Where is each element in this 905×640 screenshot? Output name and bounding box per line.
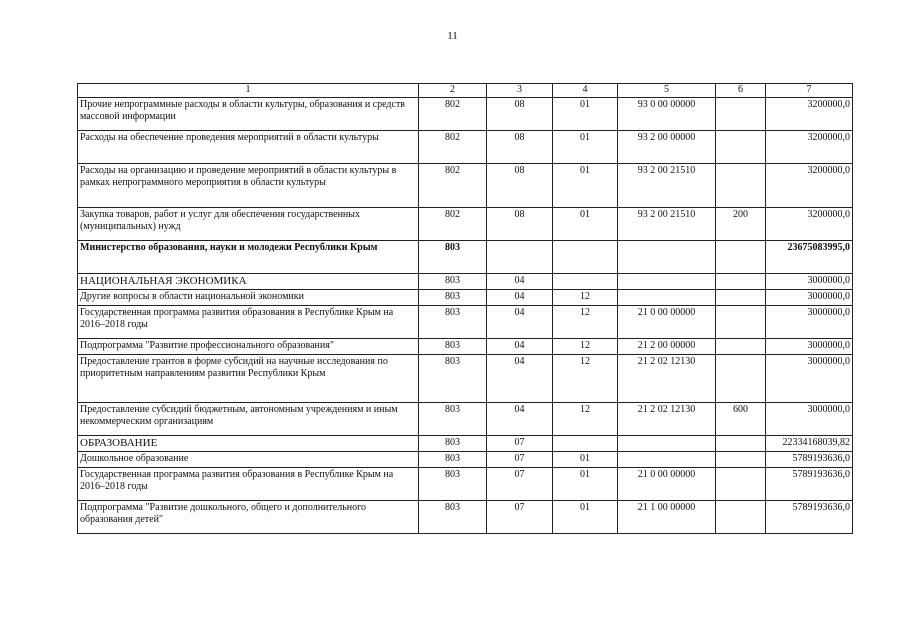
cell-amount: 3000000,0 [766, 290, 853, 306]
cell-name: НАЦИОНАЛЬНАЯ ЭКОНОМИКА [78, 274, 419, 290]
cell-target-article: 21 1 00 00000 [618, 501, 716, 534]
column-header-4: 4 [553, 84, 618, 98]
cell-amount: 5789193636,0 [766, 501, 853, 534]
cell-target-article [618, 436, 716, 452]
cell-amount: 3200000,0 [766, 98, 853, 131]
cell-department: 802 [419, 164, 487, 208]
cell-section: 07 [487, 468, 553, 501]
table-row [78, 131, 853, 164]
table-row [78, 436, 853, 452]
cell-subsection: 01 [553, 131, 618, 164]
cell-amount: 3000000,0 [766, 274, 853, 290]
budget-table [77, 83, 853, 534]
table-row [78, 355, 853, 403]
cell-target-article: 21 2 02 12130 [618, 403, 716, 436]
cell-section: 07 [487, 501, 553, 534]
cell-expense-type [716, 131, 766, 164]
table-row [78, 274, 853, 290]
cell-target-article: 21 0 00 00000 [618, 306, 716, 339]
cell-amount: 22334168039,82 [766, 436, 853, 452]
cell-subsection: 12 [553, 403, 618, 436]
cell-amount: 3000000,0 [766, 355, 853, 403]
cell-department: 803 [419, 436, 487, 452]
cell-name: Расходы на организацию и проведение мероприятий в области культуры в рамках непрограммного мероприятия в области культуры [78, 164, 419, 208]
cell-department: 802 [419, 208, 487, 241]
cell-expense-type: 600 [716, 403, 766, 436]
column-header-2: 2 [419, 84, 487, 98]
cell-name: Государственная программа развития образования в Республике Крым на 2016–2018 годы [78, 306, 419, 339]
cell-subsection: 12 [553, 290, 618, 306]
cell-name: Предоставление субсидий бюджетным, автономным учреждениям и иным некоммерческим организациям [78, 403, 419, 436]
cell-expense-type [716, 98, 766, 131]
cell-section: 07 [487, 452, 553, 468]
page-number: 11 [447, 30, 458, 42]
cell-section: 04 [487, 306, 553, 339]
cell-target-article: 21 2 00 00000 [618, 339, 716, 355]
cell-expense-type [716, 306, 766, 339]
cell-name: Другие вопросы в области национальной экономики [78, 290, 419, 306]
table-row [78, 501, 853, 534]
cell-subsection: 12 [553, 339, 618, 355]
table-row [78, 306, 853, 339]
cell-expense-type [716, 355, 766, 403]
cell-name: Подпрограмма "Развитие дошкольного, общего и дополнительного образования детей" [78, 501, 419, 534]
table-row [78, 290, 853, 306]
cell-expense-type [716, 241, 766, 274]
cell-amount: 3000000,0 [766, 403, 853, 436]
cell-section: 04 [487, 290, 553, 306]
cell-subsection: 12 [553, 355, 618, 403]
cell-name: Дошкольное образование [78, 452, 419, 468]
cell-section: 04 [487, 355, 553, 403]
cell-name: Подпрограмма "Развитие профессионального образования" [78, 339, 419, 355]
table-body [78, 98, 853, 534]
cell-subsection [553, 274, 618, 290]
cell-name: Министерство образования, науки и молодежи Республики Крым [78, 241, 419, 274]
cell-name: Расходы на обеспечение проведения мероприятий в области культуры [78, 131, 419, 164]
cell-section: 07 [487, 436, 553, 452]
cell-expense-type [716, 339, 766, 355]
column-header-5: 5 [618, 84, 716, 98]
cell-subsection: 01 [553, 208, 618, 241]
cell-department: 803 [419, 290, 487, 306]
cell-target-article: 21 0 00 00000 [618, 468, 716, 501]
cell-name: ОБРАЗОВАНИЕ [78, 436, 419, 452]
cell-name: Государственная программа развития образования в Республике Крым на 2016–2018 годы [78, 468, 419, 501]
cell-amount: 3000000,0 [766, 306, 853, 339]
cell-subsection: 01 [553, 164, 618, 208]
cell-subsection: 12 [553, 306, 618, 339]
column-header-6: 6 [716, 84, 766, 98]
cell-subsection [553, 241, 618, 274]
cell-subsection [553, 436, 618, 452]
table-row [78, 164, 853, 208]
cell-section: 04 [487, 339, 553, 355]
cell-subsection: 01 [553, 501, 618, 534]
cell-section: 04 [487, 274, 553, 290]
column-header-1: 1 [78, 84, 419, 98]
cell-name: Предоставление грантов в форме субсидий на научные исследования по приоритетным направлениям развития Республики Крым [78, 355, 419, 403]
cell-section: 08 [487, 208, 553, 241]
cell-target-article [618, 452, 716, 468]
cell-target-article: 93 2 00 21510 [618, 208, 716, 241]
cell-department: 803 [419, 501, 487, 534]
cell-department: 803 [419, 468, 487, 501]
cell-expense-type [716, 501, 766, 534]
cell-subsection: 01 [553, 468, 618, 501]
cell-section: 08 [487, 98, 553, 131]
cell-department: 803 [419, 306, 487, 339]
cell-section [487, 241, 553, 274]
cell-department: 803 [419, 274, 487, 290]
cell-expense-type [716, 274, 766, 290]
cell-target-article: 93 0 00 00000 [618, 98, 716, 131]
cell-target-article [618, 290, 716, 306]
cell-expense-type [716, 164, 766, 208]
cell-expense-type [716, 468, 766, 501]
cell-section: 08 [487, 164, 553, 208]
cell-expense-type: 200 [716, 208, 766, 241]
cell-name: Закупка товаров, работ и услуг для обеспечения государственных (муниципальных) нужд [78, 208, 419, 241]
cell-expense-type [716, 452, 766, 468]
table-row [78, 241, 853, 274]
cell-department: 803 [419, 241, 487, 274]
cell-subsection: 01 [553, 98, 618, 131]
cell-department: 802 [419, 131, 487, 164]
table-row [78, 208, 853, 241]
table-row [78, 339, 853, 355]
cell-amount: 3200000,0 [766, 131, 853, 164]
cell-amount: 5789193636,0 [766, 468, 853, 501]
cell-department: 803 [419, 403, 487, 436]
cell-name: Прочие непрограммные расходы в области культуры, образования и средств массовой информации [78, 98, 419, 131]
cell-department: 803 [419, 452, 487, 468]
cell-target-article: 21 2 02 12130 [618, 355, 716, 403]
column-header-7: 7 [766, 84, 853, 98]
cell-amount: 3200000,0 [766, 208, 853, 241]
column-header-3: 3 [487, 84, 553, 98]
header-row [78, 84, 853, 98]
cell-amount: 3200000,0 [766, 164, 853, 208]
cell-section: 04 [487, 403, 553, 436]
cell-subsection: 01 [553, 452, 618, 468]
cell-target-article [618, 241, 716, 274]
table-row [78, 468, 853, 501]
cell-department: 803 [419, 339, 487, 355]
cell-department: 803 [419, 355, 487, 403]
cell-expense-type [716, 290, 766, 306]
cell-amount: 3000000,0 [766, 339, 853, 355]
cell-department: 802 [419, 98, 487, 131]
table-row [78, 98, 853, 131]
cell-target-article: 93 2 00 00000 [618, 131, 716, 164]
cell-target-article: 93 2 00 21510 [618, 164, 716, 208]
cell-amount: 5789193636,0 [766, 452, 853, 468]
cell-section: 08 [487, 131, 553, 164]
cell-amount: 23675083995,0 [766, 241, 853, 274]
cell-expense-type [716, 436, 766, 452]
cell-target-article [618, 274, 716, 290]
table-row [78, 403, 853, 436]
table-row [78, 452, 853, 468]
